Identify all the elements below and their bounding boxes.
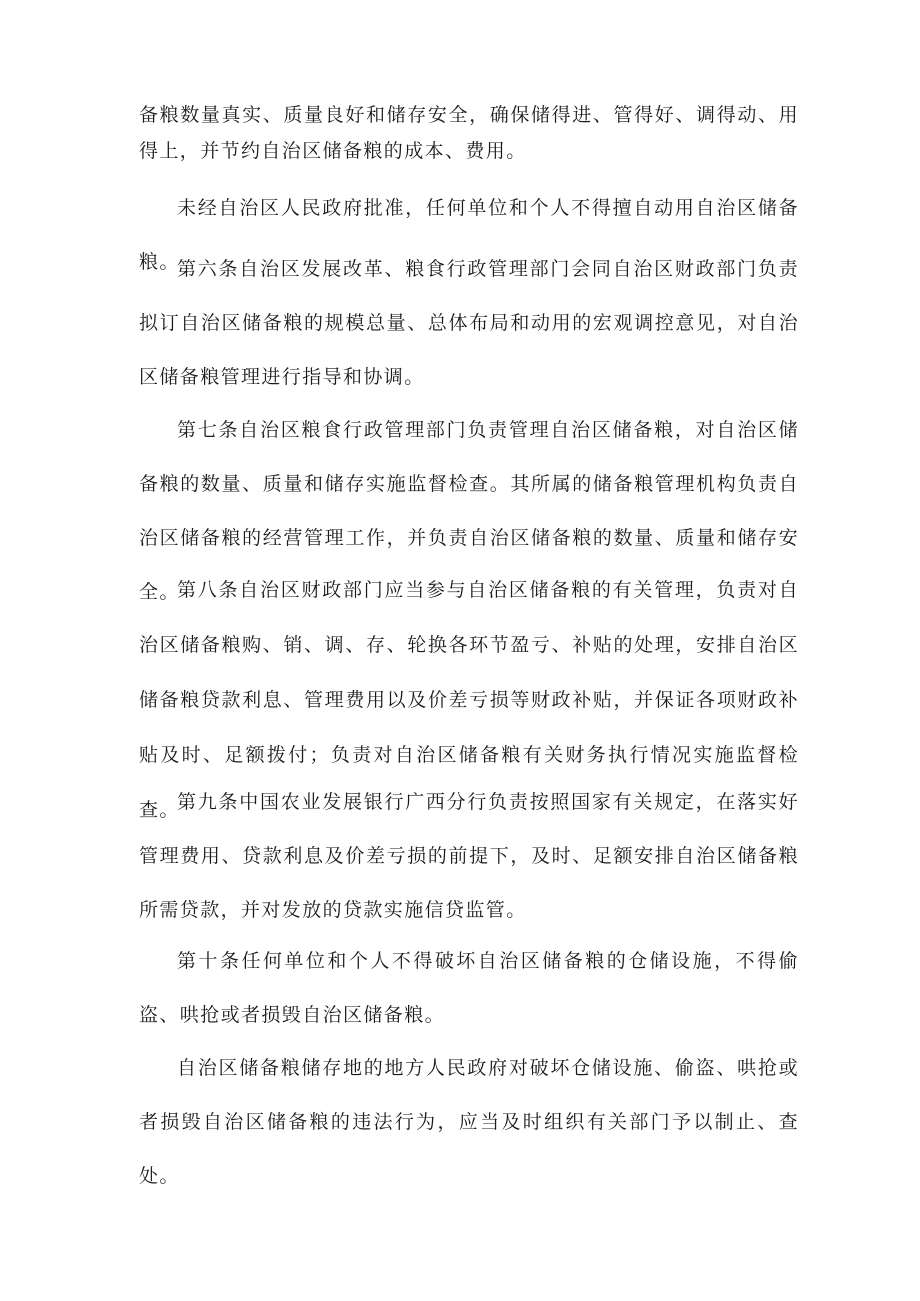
paragraph-article-9: 第九条中国农业发展银行广西分行负责按照国家有关规定，在落实好管理费用、贷款利息及价差亏损的前提下，及时、足额安排自治区储备粮所需贷款，并对发放的贷款实施信贷监管。 [139,791,799,921]
paragraph-article-6: 第六条自治区发展改革、粮食行政管理部门会同自治区财政部门负责拟订自治区储备粮的规模总量、总体布局和动用的宏观调控意见，对自治区储备粮管理进行指导和协调。 [139,258,799,388]
paragraph-local-government: 自治区储备粮储存地的地方人民政府对破坏仓储设施、偷盗、哄抢或者损毁自治区储备粮的违法行为，应当及时组织有关部门予以制止、查处。 [139,1057,799,1187]
paragraph-article-7: 第七条自治区粮食行政管理部门负责管理自治区储备粮，对自治区储备粮的数量、质量和储存实施监督检查。其所属的储备粮管理机构负责自治区储备粮的经营管理工作，并负责自治区储备粮的数量、质量和储存安全。 [139,419,799,603]
paragraph-continuation: 备粮数量真实、质量良好和储存安全，确保储得进、管得好、调得动、用得上，并节约自治区储备粮的成本、费用。 [139,104,799,162]
paragraph-article-8: 第八条自治区财政部门应当参与自治区储备粮的有关管理，负责对自治区储备粮购、销、调、存、轮换各环节盈亏、补贴的处理，安排自治区储备粮贷款利息、管理费用以及价差亏损等财政补贴，并保证各项财政补贴及时、足额拨付；负责对自治区储备粮有关财务执行情况实施监督检查。 [139,579,799,821]
paragraph-no-unauthorized-use: 未经自治区人民政府批准，任何单位和个人不得擅自动用自治区储备粮。 [139,197,799,273]
paragraph-article-10: 第十条任何单位和个人不得破坏自治区储备粮的仓储设施，不得偷盗、哄抢或者损毁自治区储备粮。 [139,950,799,1026]
